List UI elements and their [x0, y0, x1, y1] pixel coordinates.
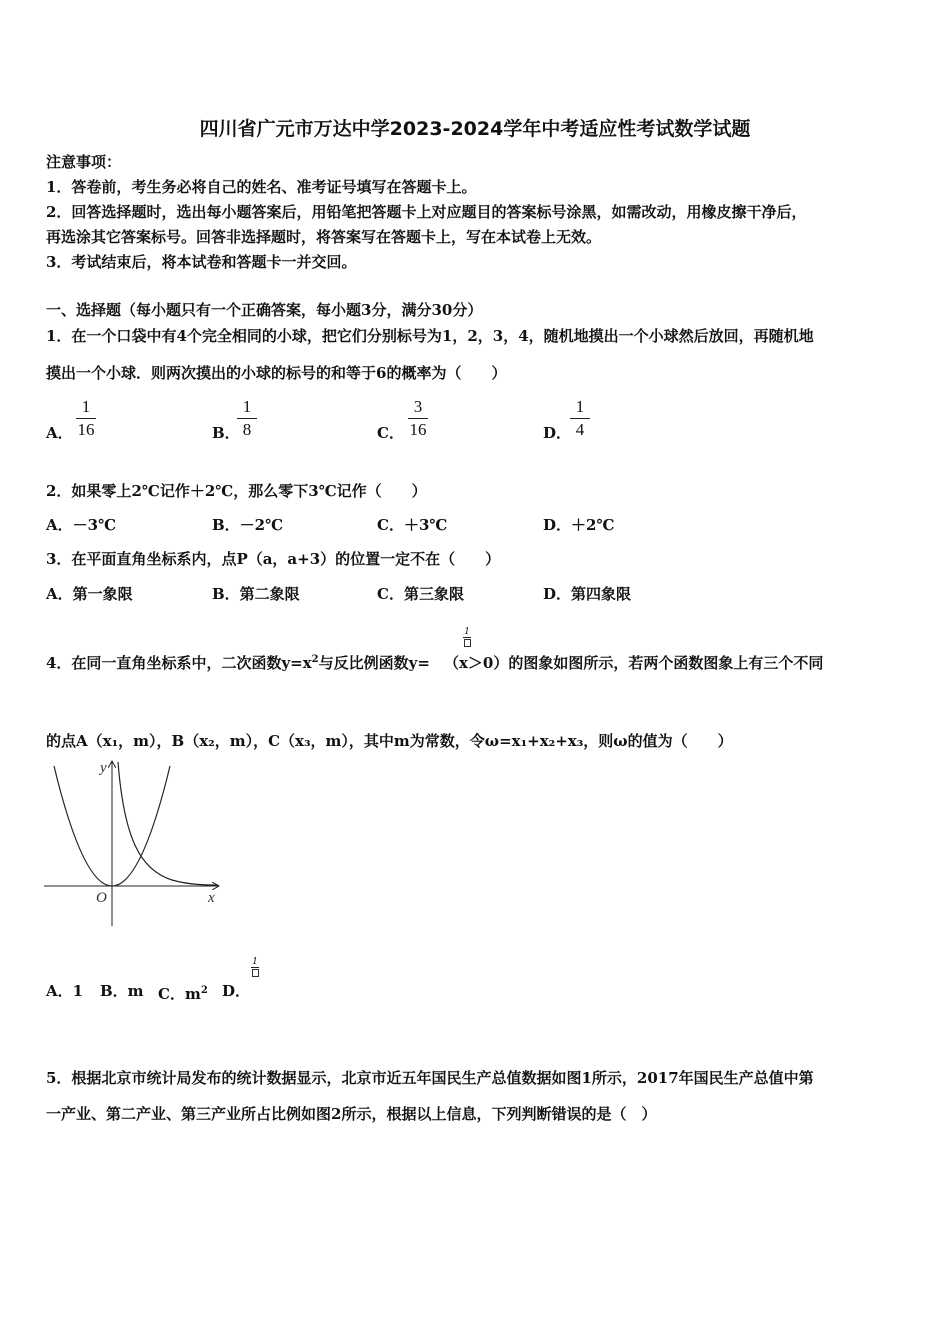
denominator: 8 [242, 420, 252, 439]
page-title: 四川省广元市万达中学2023-2024学年中考适应性考试数学试题 [199, 118, 751, 140]
placeholder-glyph-icon [464, 639, 471, 647]
q4-exponent: 2 [311, 654, 319, 665]
q4-option-d-fraction [250, 957, 260, 977]
option-label: B． [212, 424, 240, 442]
option-label: D． [543, 424, 572, 442]
y-axis-label: y [100, 760, 107, 776]
numerator: 1 [464, 627, 470, 637]
q4-option-b[interactable]: B．m [100, 982, 144, 1000]
q5-stem-line1: 5．根据北京市统计局发布的统计数据显示，北京市近五年国民生产总值数据如图1所示，2017年国民生产总值中第 [46, 1069, 814, 1087]
denominator: 16 [409, 420, 427, 439]
fraction [406, 397, 430, 440]
hyperbola-curve [118, 762, 218, 885]
notice-item-3: 3．考试结束后，将本试卷和答题卡一并交回。 [46, 253, 357, 271]
denominator: 4 [575, 420, 585, 439]
option-label: C． [377, 424, 404, 442]
section-heading: 一、选择题（每小题只有一个正确答案，每小题3分，满分30分） [46, 301, 483, 319]
q4-stem-line1 [46, 650, 823, 673]
q3-option-d[interactable]: D．第四象限 [543, 585, 632, 603]
q2-option-b[interactable]: B．－2℃ [212, 516, 284, 534]
q3-option-c[interactable]: C．第三象限 [377, 585, 464, 603]
q4-option-a[interactable]: A．1 [46, 982, 84, 1000]
q4-stem-line2: 的点A（x₁，m），B（x₂，m），C（x₃，m），其中m为常数，令ω=x₁+x₂+x₃，则ω的值为（ ） [46, 732, 733, 750]
q2-option-c[interactable]: C．＋3℃ [377, 516, 448, 534]
origin-label: O [96, 890, 107, 906]
q2-option-d[interactable]: D．＋2℃ [543, 516, 615, 534]
denominator: 16 [77, 420, 95, 439]
placeholder-glyph-icon [252, 969, 259, 977]
notice-item-2a: 2．回答选择题时，选出每小题答案后，用铅笔把答题卡上对应题目的答案标号涂黑，如需改动，用橡皮擦干净后， [46, 203, 807, 221]
q5-stem-line2: 一产业、第二产业、第三产业所占比例如图2所示，根据以上信息，下列判断错误的是（ ） [46, 1105, 657, 1123]
numerator: 3 [413, 397, 423, 416]
option-exponent: 2 [200, 985, 208, 996]
notice-item-2b: 再选涂其它答案标号。回答非选择题时，将答案写在答题卡上，写在本试卷上无效。 [46, 228, 602, 246]
numerator: 1 [242, 397, 252, 416]
q4-option-d[interactable]: D． [222, 982, 251, 1000]
q4-option-c[interactable] [158, 981, 208, 1004]
q4-stem-part-b: 与反比例函数y= [318, 654, 430, 672]
fraction [235, 397, 259, 440]
numerator: 1 [81, 397, 91, 416]
q2-option-a[interactable]: A．－3℃ [46, 516, 117, 534]
q2-stem: 2．如果零上2℃记作＋2℃，那么零下3℃记作（ ） [46, 482, 427, 500]
q1-stem-line1: 1．在一个口袋中有4个完全相同的小球，把它们分别标号为1，2，3，4，随机地摸出一个小球然后放回，再随机地 [46, 327, 814, 345]
notice-heading: 注意事项： [46, 153, 122, 171]
q1-stem-line2: 摸出一个小球．则两次摸出的小球的标号的和等于6的概率为（ ） [46, 364, 507, 382]
q4-function-graph [40, 758, 225, 928]
numerator: 1 [252, 957, 258, 967]
numerator: 1 [575, 397, 585, 416]
fraction [74, 397, 98, 440]
q3-option-a[interactable]: A．第一象限 [46, 585, 133, 603]
x-axis-label: x [208, 890, 215, 906]
option-label: A． [46, 424, 73, 442]
option-text: C．m [158, 985, 201, 1003]
q4-stem-part-c: （x＞0）的图象如图所示，若两个函数图象上有三个不同 [443, 654, 824, 672]
q3-stem: 3．在平面直角坐标系内，点P（a，a+3）的位置一定不在（ ） [46, 550, 501, 568]
fraction [568, 397, 592, 440]
q4-inline-fraction [462, 627, 472, 647]
q3-option-b[interactable]: B．第二象限 [212, 585, 300, 603]
q4-stem-part-a: 4．在同一直角坐标系中，二次函数y=x [46, 654, 312, 672]
notice-item-1: 1．答卷前，考生务必将自己的姓名、准考证号填写在答题卡上。 [46, 178, 477, 196]
